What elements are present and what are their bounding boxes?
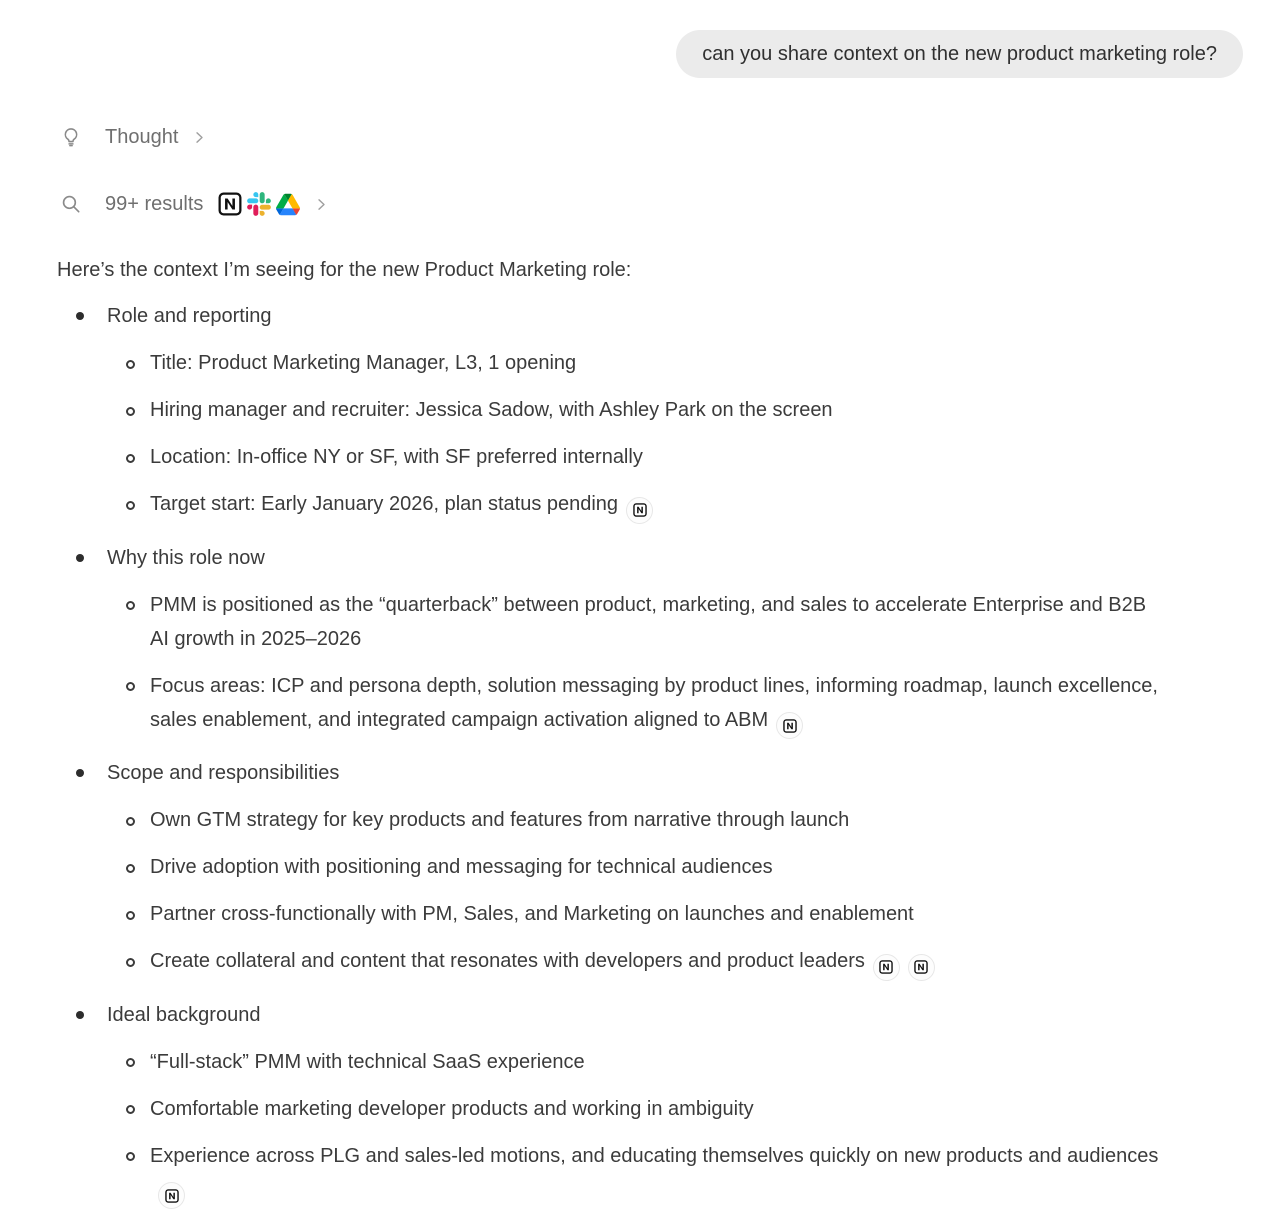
google-drive-icon xyxy=(276,192,300,216)
detail-text: Partner cross-functionally with PM, Sales, and Marketing on launches and enablement xyxy=(150,903,914,925)
detail-bullet xyxy=(107,1045,1165,1079)
section-bullet xyxy=(57,756,1217,981)
detail-text: Experience across PLG and sales-led motions, and educating themselves quickly on new products and audiences xyxy=(150,1144,1159,1167)
detail-bullet xyxy=(107,487,1165,524)
detail-bullet xyxy=(107,803,1165,837)
section-sublist xyxy=(107,346,1217,524)
section-title: Ideal background xyxy=(107,1003,261,1026)
detail-bullet xyxy=(107,1092,1165,1126)
user-message-text: can you share context on the new product marketing role? xyxy=(702,43,1217,65)
detail-bullet xyxy=(107,393,1165,427)
response-outline-list xyxy=(57,299,1217,1209)
section-sublist xyxy=(107,803,1217,981)
slack-icon xyxy=(247,192,271,216)
detail-text: “Full-stack” PMM with technical SaaS experience xyxy=(150,1050,585,1073)
section-bullet xyxy=(57,998,1217,1210)
detail-bullet xyxy=(107,346,1165,380)
notion-citation-badge[interactable] xyxy=(908,954,935,981)
section-bullet xyxy=(57,299,1217,524)
detail-bullet xyxy=(107,850,1165,884)
detail-bullet xyxy=(107,1139,1165,1210)
notion-icon xyxy=(218,192,242,216)
lightbulb-icon xyxy=(60,126,82,148)
detail-text: Comfortable marketing developer products and working in ambiguity xyxy=(150,1097,754,1120)
detail-text: Hiring manager and recruiter: Jessica Sadow, with Ashley Park on the screen xyxy=(150,399,833,421)
thought-toggle[interactable] xyxy=(57,124,1217,150)
response-intro: Here’s the context I’m seeing for the new Product Marketing role: xyxy=(57,259,632,281)
detail-bullet xyxy=(107,440,1165,474)
detail-text: Drive adoption with positioning and messaging for technical audiences xyxy=(150,856,773,878)
detail-text: PMM is positioned as the “quarterback” between product, marketing, and sales to accelerate Enterprise and B2B AI growth in 2025–2026 xyxy=(150,593,1147,650)
notion-citation-badge[interactable] xyxy=(873,954,900,981)
notion-citation-badge[interactable] xyxy=(158,1182,185,1209)
detail-bullet xyxy=(107,669,1165,740)
section-title: Role and reporting xyxy=(107,305,272,327)
detail-text: Create collateral and content that resonates with developers and product leaders xyxy=(150,950,865,972)
detail-text: Location: In-office NY or SF, with SF preferred internally xyxy=(150,446,643,468)
section-title: Scope and responsibilities xyxy=(107,762,340,784)
section-sublist xyxy=(107,588,1217,740)
detail-bullet xyxy=(107,588,1165,656)
detail-bullet xyxy=(107,944,1165,981)
chevron-right-icon xyxy=(192,130,207,145)
section-sublist xyxy=(107,1045,1217,1210)
user-message-bubble xyxy=(676,30,1243,78)
notion-citation-badge[interactable] xyxy=(626,497,653,524)
detail-text: Title: Product Marketing Manager, L3, 1 opening xyxy=(150,352,577,374)
search-results-toggle[interactable] xyxy=(57,191,1217,217)
section-title: Why this role now xyxy=(107,546,265,569)
section-bullet xyxy=(57,541,1217,740)
detail-bullet xyxy=(107,897,1165,931)
chevron-right-icon xyxy=(314,197,329,212)
detail-text: Focus areas: ICP and persona depth, solution messaging by product lines, informing roadmap, launch excellence, sales enablement, and integrated campaign activation aligned to ABM xyxy=(150,674,1158,731)
search-icon xyxy=(60,193,82,215)
search-results-label: 99+ results xyxy=(105,192,204,215)
notion-citation-badge[interactable] xyxy=(776,712,803,739)
thought-label: Thought xyxy=(105,125,179,148)
detail-text: Target start: Early January 2026, plan status pending xyxy=(150,493,619,515)
user-message-row xyxy=(57,30,1243,78)
detail-text: Own GTM strategy for key products and features from narrative through launch xyxy=(150,809,850,831)
source-icons xyxy=(218,192,300,216)
